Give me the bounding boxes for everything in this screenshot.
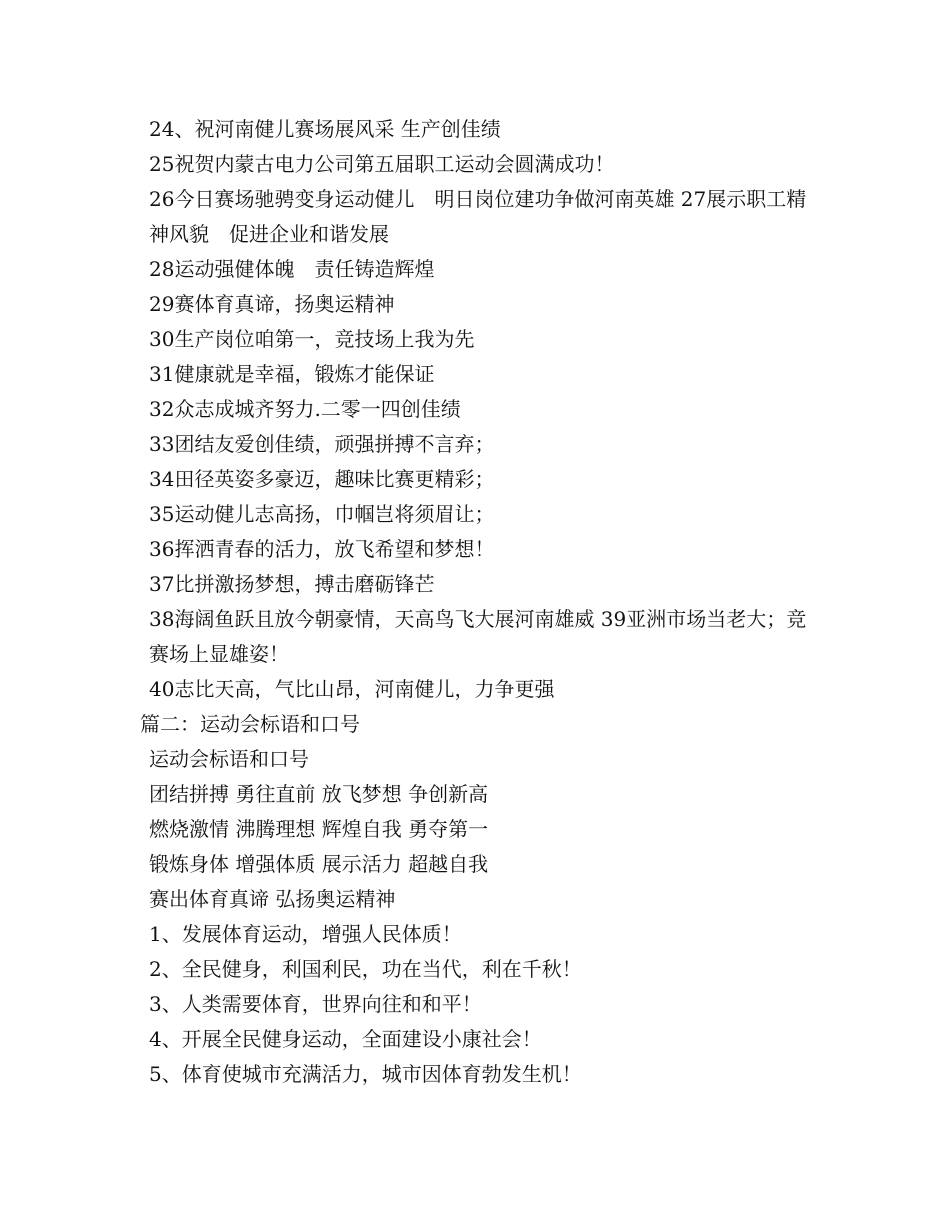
text-line-32: 32众志成城齐努力.二零一四创佳绩 (149, 397, 461, 421)
text-line-25: 25祝贺内蒙古电力公司第五届职工运动会圆满成功！ (149, 152, 615, 176)
text-line-36: 36挥洒青春的活力，放飞希望和梦想！ (149, 537, 495, 561)
numbered-item-4: 4、开展全民健身运动，全面建设小康社会！ (149, 1027, 542, 1051)
numbered-item-5: 5、体育使城市充满活力，城市因体育勃发生机！ (149, 1062, 582, 1086)
text-line-28: 28运动强健体魄 责任铸造辉煌 (149, 257, 435, 281)
text-line-24: 24、祝河南健儿赛场展风采 生产创佳绩 (149, 117, 501, 141)
numbered-item-2: 2、全民健身，利国利民，功在当代，利在千秋！ (149, 957, 582, 981)
text-line-33: 33团结友爱创佳绩，顽强拼搏不言弃； (149, 432, 495, 456)
text-line-37: 37比拼激扬梦想，搏击磨砺锋芒 (149, 572, 435, 596)
numbered-item-1: 1、发展体育运动，增强人民体质！ (149, 922, 462, 946)
text-line-29: 29赛体育真谛，扬奥运精神 (149, 292, 395, 316)
slogan-line-3: 锻炼身体 增强体质 展示活力 超越自我 (149, 852, 489, 876)
slogan-line-4: 赛出体育真谛 弘扬奥运精神 (149, 887, 396, 911)
section-heading: 篇二：运动会标语和口号 (140, 712, 360, 736)
slogan-line-2: 燃烧激情 沸腾理想 辉煌自我 勇夺第一 (149, 817, 489, 841)
document-body (140, 112, 820, 1092)
numbered-item-3: 3、人类需要体育，世界向往和和平！ (149, 992, 482, 1016)
text-line-35: 35运动健儿志高扬，巾帼岂将须眉让； (149, 502, 495, 526)
slogan-line-1: 团结拼搏 勇往直前 放飞梦想 争创新高 (149, 782, 489, 806)
text-line-30: 30生产岗位咱第一，竞技场上我为先 (149, 327, 475, 351)
text-line-38-39: 38海阔鱼跃且放今朝豪情，天高鸟飞大展河南雄威 39亚洲市场当老大；竞赛场上显雄姿！ (149, 607, 807, 666)
text-line-40: 40志比天高，气比山昂，河南健儿，力争更强 (149, 677, 555, 701)
text-line-34: 34田径英姿多豪迈，趣味比赛更精彩； (149, 467, 495, 491)
section-subtitle: 运动会标语和口号 (149, 747, 309, 771)
text-line-26-27: 26今日赛场驰骋变身运动健儿 明日岗位建功争做河南英雄 27展示职工精神风貌 促进企业和谐发展 (149, 187, 807, 246)
text-line-31: 31健康就是幸福，锻炼才能保证 (149, 362, 435, 386)
